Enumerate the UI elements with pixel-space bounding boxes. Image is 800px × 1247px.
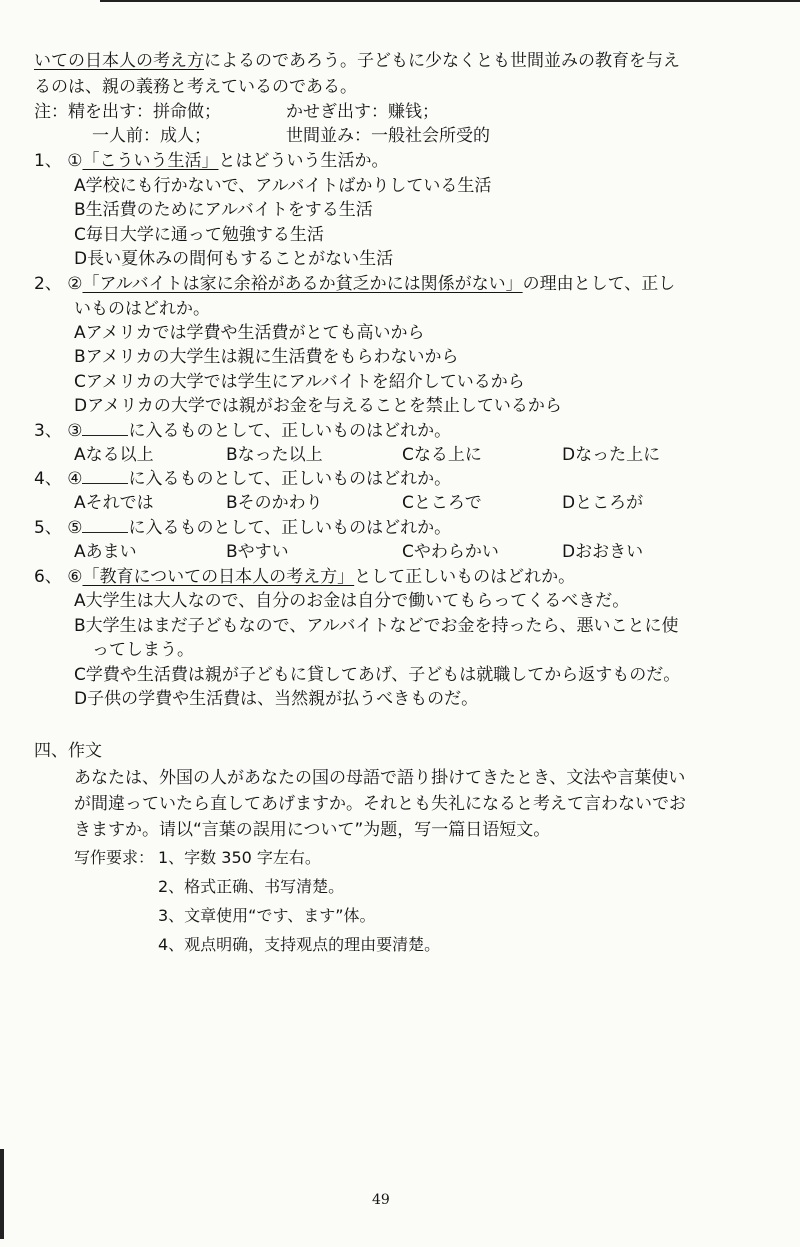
question-marker: ②: [67, 274, 83, 294]
question-stem: に入るものとして、正しいものはどれか。: [128, 518, 452, 538]
composition-prompt-line: が間違っていたら直してあげますか。それとも失礼になると考えて言わないでお: [74, 794, 686, 814]
question-marker: ⑥: [67, 567, 83, 587]
option-b: Bアメリカの大学生は親に生活費をもらわないから: [74, 347, 459, 367]
requirement-item: 2、格式正确、书写清楚。: [158, 877, 345, 896]
option-d: D子供の学費や生活費は、当然親が払うべきものだ。: [74, 689, 479, 709]
question-4: [34, 468, 451, 490]
option-c: C毎日大学に通って勉強する生活: [74, 225, 324, 245]
question-number: 5、: [34, 518, 62, 538]
section-heading: 四、作文: [34, 741, 102, 761]
note-item: 世間並み：一般社会所受的: [286, 126, 490, 146]
note-item: 注：精を出す：拼命做；: [34, 102, 221, 122]
passage-line: るのは、親の義務と考えているのである。: [34, 77, 357, 97]
question-marker: ④: [67, 469, 83, 489]
requirement-item: 4、观点明确，支持观点的理由要清楚。: [158, 935, 441, 954]
option-d: Dところが: [562, 493, 644, 513]
question-stem: に入るものとして、正しいものはどれか。: [128, 469, 452, 489]
passage-text: によるのであろう。子どもに少なくとも世間並みの教育を与え: [204, 51, 680, 71]
question-number: 4、: [34, 469, 62, 489]
option-d: Dアメリカの大学では親がお金を与えることを禁止しているから: [74, 396, 562, 416]
question-quote: 「アルバイトは家に余裕があるか貧乏かには関係がない」: [82, 274, 523, 294]
option-b: Bなった以上: [226, 445, 323, 465]
answer-blank: [82, 421, 128, 436]
option-c: Cやわらかい: [402, 542, 499, 562]
option-a: Aあまい: [74, 542, 137, 562]
option-b: Bやすい: [226, 542, 289, 562]
question-marker: ⑤: [67, 518, 83, 538]
note-item: 一人前：成人；: [92, 126, 211, 146]
option-c: C学費や生活費は親が子どもに貸してあげ、子どもは就職してから返すものだ。: [74, 665, 681, 685]
question-1: [34, 150, 388, 172]
passage-line: [34, 50, 680, 72]
option-b: B生活費のためにアルバイトをする生活: [74, 200, 373, 220]
question-number: 2、: [34, 274, 62, 294]
question-6: [34, 566, 575, 588]
question-stem-continued: いものはどれか。: [74, 299, 210, 319]
option-b: Bそのかわり: [226, 493, 323, 513]
passage-underlined-phrase: いての日本人の考え方: [34, 51, 204, 71]
question-number: 1、: [34, 151, 62, 171]
option-a: Aなる以上: [74, 445, 154, 465]
option-a: A学校にも行かないで、アルバイトばかりしている生活: [74, 176, 492, 196]
option-a: A大学生は大人なので、自分のお金は自分で働いてもらってくるべきだ。: [74, 591, 630, 611]
option-d: Dおおきい: [562, 542, 644, 562]
composition-prompt-line: あなたは、外国の人があなたの国の母語で語り掛けてきたとき、文法や言葉使い: [74, 768, 686, 788]
question-marker: ①: [67, 151, 83, 171]
answer-blank: [82, 518, 128, 533]
question-2: [34, 273, 675, 295]
question-3: [34, 420, 451, 442]
page-number: 49: [372, 1192, 390, 1208]
question-number: 6、: [34, 567, 62, 587]
answer-blank: [82, 469, 128, 484]
question-marker: ③: [67, 421, 83, 441]
composition-prompt-line: きますか。请以“言葉の誤用について”为题，写一篇日语短文。: [74, 820, 551, 840]
option-d: D長い夏休みの間何もすることがない生活: [74, 249, 394, 269]
option-d: Dなった上に: [562, 445, 661, 465]
note-item: かせぎ出す：赚钱；: [286, 102, 439, 122]
question-stem: とはどういう生活か。: [218, 151, 389, 171]
option-c: Cなる上に: [402, 445, 482, 465]
option-a: Aアメリカでは学費や生活費がとても高いから: [74, 323, 425, 343]
question-quote: 「教育についての日本人の考え方」: [82, 567, 355, 587]
option-b: B大学生はまだ子どもなので、アルバイトなどでお金を持ったら、悪いことに使: [74, 616, 679, 636]
requirement-item: 1、字数 350 字左右。: [158, 848, 321, 867]
option-c: Cところで: [402, 493, 482, 513]
question-stem: の理由として、正し: [522, 274, 676, 294]
question-5: [34, 517, 451, 539]
question-quote: 「こういう生活」: [82, 151, 219, 171]
requirements-label: 写作要求：: [74, 848, 155, 867]
option-c: Cアメリカの大学では学生にアルバイトを紹介しているから: [74, 372, 525, 392]
option-b-continued: ってしまう。: [92, 640, 194, 660]
question-stem: として正しいものはどれか。: [354, 567, 576, 587]
option-a: Aそれでは: [74, 493, 154, 513]
requirement-item: 3、文章使用“です、ます”体。: [158, 906, 376, 925]
question-stem: に入るものとして、正しいものはどれか。: [128, 421, 452, 441]
question-number: 3、: [34, 421, 62, 441]
